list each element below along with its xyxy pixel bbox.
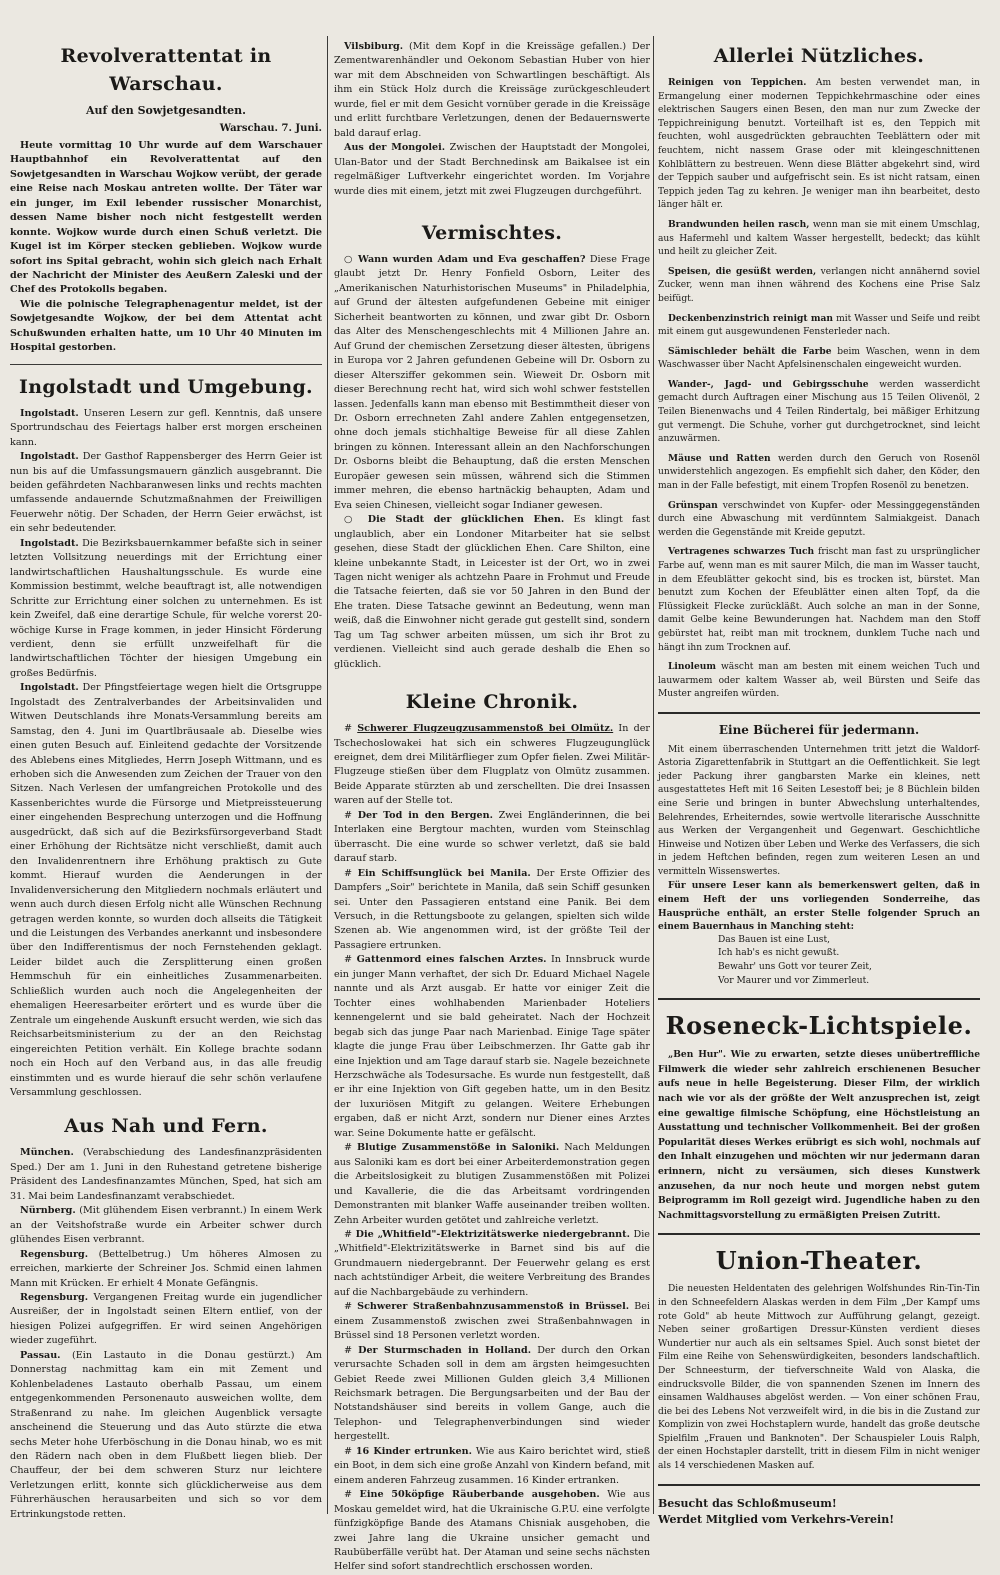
article-lead: Aus der Mongolei. (344, 142, 446, 154)
article-gluecklichen-ehen: ○ Die Stadt der glücklichen Ehen. Es klingt fast unglaublich, aber ein Londoner Mitarbeiter hat sie selbst gesehen, diese Stadt der glücklichen Ehen. Care Shilton, eine kleine unbekannte Stadt, in Leicester ist der Ort, wo in zwei Tagen nicht weniger als achtzehn Paare in Frohmut und Freude die Tatsache feierten, daß sie vor 50 Jahren in den Bund der Ehe traten. Diese Tatsache gewinnt an Bedeutung, wenn man weiß, daß die Einwohner nicht gerade gut gestellt sind, sondern Tag um Tag schwer arbeiten müssen, um sich ihr Brot zu verdienen. Vielleicht sind auch gerade deshalb die Ehen so glücklich. (334, 514, 651, 670)
chronik-7: # Schwerer Straßenbahnzusammenstoß in Brüssel. Bei einem Zusammenstoß zwischen zwei Straßenbahnwagen in Brüssel sind 18 Personen verletzt worden. (334, 1301, 650, 1342)
headline-vermischtes: Vermischtes. (421, 221, 563, 244)
article-warsaw-p2: Wie die polnische Telegraphenagentur meldet, ist der Sowjetgesandte Wojkow, der bei dem Attentat acht Schußwunden erhalten hatte, um 10 Uhr 40 Minuten im Hospital gestorben. (10, 298, 322, 354)
article-body: (Ein Lastauto in die Donau gestürzt.) Am Donnerstag nachmittag kam ein mit Zement und Kohlenbeladenes Lastauto oberhalb Passau, um einem entgegenkommenden Personenauto ausweichen wollte, dem Straßenrand zu nahe. Im gleichen Augenblick versagte anscheinend die Steuerung und das Auto stürzte die etwa sechs Meter hohe Uferböschung in die Donau hinab, wo es mit den Rädern nach oben in dem Flußbett liegen blieb. Der Chauffeur, der bei dem schweren Sturz nur leichtere Verletzungen erlitt, konnte sich glücklicherweise aus dem Führerhäuschen herausarbeiten und sich so vor dem Ertrinkungstode retten. (10, 1349, 322, 1520)
chronik-9: # 16 Kinder ertrunken. Wie aus Kairo berichtet wird, stieß ein Boot, in dem sich eine große Anzahl von Kindern befand, mit einem anderen Fahrzeug zusammen. 16 Kinder ertranken. (334, 1445, 650, 1486)
article-buecherei-p1: Mit einem überraschenden Unternehmen tritt jetzt die Waldorf-Astoria Zigarettenfabrik in Stuttgart an die Oeffentlichkeit. Sie legt jeder Packung ihrer gangbarsten Marke ein kleines, nett ausgestattetes Heft mit 16 Seiten Lesestoff bei; je 8 Büchlein bilden eine Serie und bringen in bunter Abwechslung unterhaltendes, Belehrendes, Erheiterndes, sowie wertvolle literarische Ausschnitte aus Werken der Vergangenheit und Gegenwart. Geschichtliche Hinweise und Notizen über Leben und Werke des Verfassers, die sich in jedem Heftchen befinden, regen zum weiteren Lesen an und vermitteln Wissenswertes. (658, 744, 980, 877)
tip-text: verschwindet von Kupfer- oder Messinggegenständen durch eine Abwaschung mit verdünntem Salmiakgeist. Danach werden die Gegenstände mit Kreide geputzt. (658, 500, 980, 538)
tip-lead: Linoleum (668, 661, 716, 673)
article-lead: 16 Kinder ertrunken. (355, 1445, 472, 1457)
article-body: Wie aus Moskau gemeldet wird, hat die Ukrainische G.P.U. eine verfolgte fünfzigköpfige Bande des Atamans Chisniak ausgehoben, die zwei Jahre lang die Ukraine unsicher gemacht und Raubüberfälle verübt hat. Der Ataman und seine sechs nächsten Helfer sind sofort standrechtlich erschossen worden. (334, 1489, 650, 1573)
tip-lead: Deckenbenzinstrich reinigt man (668, 312, 834, 324)
headline-kleine-chronik: Kleine Chronik. (405, 691, 579, 714)
article-lead: Blutige Zusammenstöße in Saloniki. (357, 1142, 560, 1154)
article-nah-2 (10, 1204, 322, 1247)
column-left (10, 40, 322, 1520)
tip-item (658, 545, 980, 655)
tip-lead: Brandwunden heilen rasch, (668, 218, 810, 230)
article-body: Diese Frage glaubt jetzt Dr. Henry Fonfield Osborn, Leiter des „Amerikanischen Naturhistorischen Museums" in Philadelphia, auf Grund der ältesten aufgefundenen Gebeine mit einiger Sicherheit beantworten zu können, und zwar gibt Dr. Osborn das Alter des Menschengeschlechts mit 4 Millionen Jahre an. Auf Grund der chemischen Zersetzung dieser ältesten, übrigens in Europa vor 2 Jahren gefundenen Gebeine will Dr. Osborn zu dieser Altersziffer gekommen sein. Wieweit Dr. Osborn mit dieser Berechnung recht hat, wird sich wohl schwer feststellen lassen. Jedenfalls kann man ebenso mit Bestimmtheit dieser von Dr. Osborn errechneten Zahl andere Zahlen entgegensetzen, ohne doch jemals stichhaltige Beweise für all diese Zahlen bringen zu können. Interessant allein an den Nachforschungen Dr. Osborns bleibt die Behauptung, daß die ersten Menschen Europäer gewesen sein müssen, während sich die Stimmen immer mehren, die ebenso hartnäckig behaupten, Adam und Eva seien Chinesen, vielleicht sogar Indianer gewesen. (334, 253, 651, 511)
article-body: Die Bezirksbauernkammer befaßte sich in seiner letzten Vollsitzung neuerdings mit der Errichtung einer landwirtschaftlichen Haushaltungsschule. Es wurde eine Kommission bestimmt, welche beauftragt ist, alle notwendigen Schritte zur Errichtung einer solchen zu unternehmen. Es ist kein Zweifel, daß eine derartige Schule, für welche vorerst 20-wöchige Kurse in Frage kommen, in jeder Hinsicht Förderung verdient, denn sie erfüllt unzweifelhaft für die landwirtschaftlichen Töchter der hiesigen Umgebung ein großes Bedürfnis. (10, 537, 322, 679)
chronik-1: # Schwerer Flugzeugzusammenstoß bei Olmütz. In der Tschechoslowakei hat sich ein schweres Flugzeugunglück ereignet, dem drei Militärflieger zum Opfer fielen. Zwei Militär-Flugzeuge stießen über dem Flugplatz von Olmütz zusammen. Beide Apparate stürzten ab und zerschellten. Die drei Insassen waren auf der Stelle tot. (334, 723, 650, 807)
article-body: (Bettelbetrug.) Um höheres Almosen zu erreichen, markierte der Schreiner Jos. Schmid einen lahmen Mann mit Krücken. Er erhielt 4 Monate Gefängnis. (10, 1248, 322, 1289)
tip-lead: Speisen, die gesüßt werden, (668, 265, 817, 277)
column-rule-1 (327, 36, 328, 1514)
headline-nuetzliches: Allerlei Nützliches. (713, 45, 925, 67)
article-lead: Regensburg. (20, 1248, 89, 1260)
article-body: (Mit dem Kopf in die Kreissäge gefallen.) Der Zementwarenhändler und Oekonom Sebastian Huber von hier war mit dem Abschneiden von Schwartlingen beschäftigt. Als ihm ein Stück Holz durch die Kreissäge zurückgeschleudert wurde, fiel er mit dem Gesicht vornüber gerade in die Kreissäge und erlitt furchtbare Verletzungen, denen der Bedauernswerte bald darauf erlag. (334, 41, 650, 139)
headline-roseneck: Roseneck-Lichtspiele. (665, 1011, 973, 1041)
column-rule-2 (653, 36, 654, 1514)
article-lead: Die Stadt der glücklichen Ehen. (367, 514, 565, 526)
article-lead: Schwerer Straßenbahnzusammenstoß in Brüssel. (357, 1301, 630, 1313)
tip-item (658, 345, 980, 373)
article-ingolstadt-3 (10, 537, 322, 682)
dateline-warsaw: Warschau. 7. Juni. (219, 123, 322, 135)
article-nah-3 (10, 1248, 322, 1291)
verse-line: Bewahr' uns Gott vor teurer Zeit, (718, 962, 872, 973)
article-lead: Nürnberg. (20, 1205, 76, 1217)
headline-ingolstadt: Ingolstadt und Umgebung. (19, 375, 313, 398)
verse-line: Das Bauen ist eine Lust, (718, 934, 831, 945)
article-body: Nach Meldungen aus Saloniki kam es dort bei einer Arbeiterdemonstration gegen die Arbeitslosigkeit zu blutigen Zusammenstößen mit Polizei und Kavallerie, die die das Arbeitsamt vordringenden Demonstranten mit blanker Waffe auseinander treiben wollten. Zehn Arbeiter wurden getötet und zahlreiche verletzt. (334, 1142, 650, 1226)
article-roseneck (658, 1048, 980, 1223)
article-lead: Der Tod in den Bergen. (357, 809, 493, 821)
article-lead: Passau. (20, 1349, 61, 1361)
article-ingolstadt-4 (10, 681, 322, 1100)
tip-text: beim Waschen, wenn in dem Waschwasser über Nacht Apfelsinenschalen eingeweicht wurden. (658, 346, 980, 371)
headline-warsaw: Revolverattentat in Warschau. (60, 45, 272, 95)
subheadline-warsaw: Auf den Sowjetgesandten. (85, 104, 247, 117)
article-lead: Vilsbiburg. (344, 41, 404, 52)
article-body: (Verabschiedung des Landesfinanzpräsidenten Sped.) Der am 1. Juni in den Ruhestand getretene bisherige Präsident des Landesfinanzamtes München, Sped, hat sich am 31. Mai beim Landesfinanzamt verabschiedet. (10, 1147, 322, 1202)
chronik-4: # Gattenmord eines falschen Arztes. In Innsbruck wurde ein junger Mann verhaftet, der sich Dr. Eduard Michael Nagele nannte und als Arzt ausgab. Er hatte vor einiger Zeit die Tochter eines wohlhabenden Marienbader Hoteliers kennengelernt und sie bald geheiratet. Nach der Hochzeit begab sich das junge Paar nach Marienbad. Einige Tage später klagte die junge Frau über Leibschmerzen. Ihr Gatte gab ihr eine Injektion und am Tage darauf starb sie. Nagele bezeichnete Herzschwäche als Todesursache. Es wurde nun festgestellt, daß er ihr eine Injektion von Gift gegeben hatte, um in den Besitz der luxuriösen Mitgift zu gelangen. Weitere Erhebungen ergaben, daß er nicht Arzt, sondern nur Diener eines Arztes war. Seine Dokumente hatte er gefälscht. (334, 954, 650, 1139)
tip-item (658, 218, 980, 260)
article-body: (Mit glühendem Eisen verbrannt.) In einem Werk an der Veitshofstraße wurde ein Arbeiter schwer durch glühendes Eisen verbrannt. (10, 1205, 322, 1246)
article-lead: Ingolstadt. (20, 537, 79, 549)
article-body: Die „Whitfield"-Elektrizitätswerke in Barnet sind bis auf die Grundmauern niedergebrannt. Der Feuerwehr gelang es erst nach achtstündiger Arbeit, die weitere Verbreitung des Brandes auf die Nachbargebäude zu verhindern. (334, 1228, 650, 1298)
footer-verkehrsverein: Werdet Mitglied vom Verkehrs-Verein! (658, 1512, 895, 1526)
article-body: Wie aus Kairo berichtet wird, stieß ein Boot, in dem sich eine große Anzahl von Kindern befand, mit einem anderen Fahrzeug zusammen. 16 Kinder ertranken. (334, 1445, 650, 1486)
tip-text: wäscht man am besten mit einem weichen Tuch und lauwarmem oder kaltem Wasser ab, weil Bürsten und Seife das Muster angreifen würden. (658, 662, 980, 700)
article-lead: Ein Schiffsunglück bei Manila. (357, 867, 531, 879)
chronik-6: # Die „Whitfield"-Elektrizitätswerke niedergebrannt. Die „Whitfield"-Elektrizitätswerke in Barnet sind bis auf die Grundmauern niedergebrannt. Der Feuerwehr gelang es erst nach achtstündiger Arbeit, die weitere Verbreitung des Brandes auf die Nachbargebäude zu verhindern. (334, 1228, 650, 1298)
article-lead: München. (20, 1147, 74, 1159)
tip-text: werden wasserdicht gemacht durch Auftragen einer Mischung aus 15 Teilen Olivenöl, 2 Teilen Bienenwachs und 4 Teilen Rindertalg, bei mäßiger Erhitzung gut vermengt. Die Schuhe, vorher gut durchgetrocknet, sind leicht anzuwärmen. (658, 379, 980, 445)
tip-lead: Wander-, Jagd- und Gebirgsschuhe (668, 378, 869, 390)
tip-text: Am besten verwendet man, in Ermangelung einer modernen Teppichkehrmaschine oder eines elektrischen Saugers einen Besen, den man nur zum Zwecke der Teppichreinigung benutzt. Vorteilhaft ist es, den Teppich mit feuchten, wohl ausgedrückten gebrauchten Teeblättern oder mit feuchtem, nicht nassem Grase oder mit kleingeschnittenen Kohlblättern zu bestreuen. Wenn diese Blätter abgekehrt sind, wird der Teppich sauber und aufgefrischt sein. Es ist nicht ratsam, einen Teppich jeden Tag zu kehren. Je weniger man ihn bearbeitet, desto länger hält er. (658, 78, 980, 211)
article-nah-4 (10, 1291, 322, 1349)
tip-lead: Mäuse und Ratten (668, 452, 771, 464)
article-lead: Der Sturmschaden in Holland. (358, 1344, 532, 1356)
article-body: Der Gasthof Rappensberger des Herrn Geier ist nun bis auf die Umfassungsmauern gänzlich ausgebrannt. Die beiden gefährdeten Nachbaranwesen links und rechts machten umfassende andauernde Schutzmaßnahmen der Freiwilligen Feuerwehr nötig. Der Schaden, der Herrn Geier erwächst, ist ein sehr bedeutender. (10, 451, 322, 535)
tip-item (658, 499, 980, 541)
column-right (658, 40, 981, 1526)
tip-item (658, 660, 980, 702)
headline-buecherei: Eine Bücherei für jedermann. (718, 722, 920, 737)
article-adam-eva: ○ Wann wurden Adam und Eva geschaffen? Diese Frage glaubt jetzt Dr. Henry Fonfield Osborn, Leiter des „Amerikanischen Naturhistorischen Museums" in Philadelphia, auf Grund der ältesten aufgefundenen Gebeine mit einiger Sicherheit beantworten zu können, und zwar gibt Dr. Osborn das Alter des Menschengeschlechts mit 4 Millionen Jahre an. Auf Grund der chemischen Zersetzung dieser ältesten, übrigens in Europa vor 2 Jahren gefundenen Gebeine will Dr. Osborn zu dieser Altersziffer gekommen sein. Wieweit Dr. Osborn mit dieser Berechnung recht hat, wird sich wohl schwer feststellen lassen. Jedenfalls kann man ebenso mit Bestimmtheit dieser von Dr. Osborn errechneten Zahl andere Zahlen entgegensetzen, ohne doch jemals stichhaltige Beweise für all diese Zahlen bringen zu können. Interessant allein an den Nachforschungen Dr. Osborns bleibt die Behauptung, daß die ersten Menschen Europäer gewesen sein müssen, während sich die Stimmen immer mehren, die ebenso hartnäckig behaupten, Adam und Eva seien Chinesen, vielleicht sogar Indianer gewesen. (334, 253, 651, 511)
divider (658, 712, 980, 714)
article-lead: Wann wurden Adam und Eva geschaffen? (358, 253, 586, 265)
article-body: Unseren Lesern zur gefl. Kenntnis, daß unsere Sportrundschau des Feiertags halber erst morgen erscheinen kann. (10, 407, 322, 448)
tip-text: wenn man sie mit einem Umschlag, aus Hafermehl und kaltem Wasser hergestellt, bedeckt; das kühlt und heilt zu gleicher Zeit. (658, 219, 980, 258)
article-nah-5 (10, 1349, 322, 1522)
article-body: Wie zu erwarten, setzte dieses unübertreffliche Filmwerk die wieder sehr zahlreich erschienenen Besucher aufs neue in helle Begeisterung. Dieser Film, der wirklich nach wie vor als der größte der Welt anzusprechen ist, zeigt eine gewaltige filmische Schöpfung, eine Höchstleistung an Ausstattung und technischer Vollkommenheit. Bei der großen Popularität dieses Werkes erübrigt es sich wohl, nochmals auf den Inhalt einzugehen und möchten wir nur jedermann daran erinnern, nicht zu versäumen, sich dieses Kunstwerk anzusehen, da nur noch heute und morgen nebst gutem Beiprogramm im Roll gezeigt wird. Jugendliche haben zu den Nachmittagsvorstellung zu ermäßigten Preisen Zutritt. (658, 1049, 980, 1221)
tip-item (658, 452, 980, 494)
divider (658, 1484, 980, 1486)
article-body: Der Pfingstfeiertage wegen hielt die Ortsgruppe Ingolstadt des Zentralverbandes der Arbeitsinvaliden und Witwen Deutschlands ihre Monats-Versammlung bereits am Samstag, den 4. Juni im Quartlbräusaale ab. Dieselbe wies einen guten Besuch auf. Einleitend gedachte der Vorsitzende des Ablebens eines Mitgliedes, Herrn Joseph Wittmann, und es erhoben sich die Anwesenden zum Zeichen der Trauer von den Sitzen. Nach Verlesen der umfangreichen Protokolle und des Kassenberichtes wurde die Fürsorge und Mietpreissteuerung einer eingehenden Besprechung unterzogen und die Hoffnung ausgedrückt, daß sich auf die Bezirksfürsorgeverband Stadt einer Erhöhung der Richtsätze nicht verschließt, damit auch den Invalidenrentnern ihre Erhöhung praktisch zu Gute kommt. Hierauf wurden die Aenderungen in der Invalidenversicherung den Mitgliedern nochmals erläutert und wenn auch durch diesen Erfolg nicht alle Wünschen Rechnung getragen werden konnte, so wurden doch allseits die Tätigkeit und die Leistungen des Verbandes anerkannt und insbesondere über den Indifferentismus der noch Fernstehenden geklagt. Leider bildet auch die Zersplitterung einen großen Hemmschuh für ein einheitliches Zusammenarbeiten. Schließlich wurden auch noch die Angelegenheiten der ehemaligen Heeresarbeiter erörtert und es wurde über die Zentrale um eingehende Auskunft ersucht werden, wie sich das Reichsarbeitsministerium zu der an den Reichstag eingereichten Petition verhält. Ein Kollege brachte sodann noch ein Hoch auf den Verband aus, in das alle freudig einstimmten und es wurde hierauf die sehr schön verlaufene Versammlung geschlossen. (10, 682, 322, 1098)
article-lead: „Ben Hur". (668, 1049, 727, 1061)
article-lead: Ingolstadt. (20, 682, 79, 694)
divider (658, 1233, 980, 1235)
tip-item (658, 265, 980, 307)
article-ingolstadt-2 (10, 450, 322, 537)
article-body: In der Tschechoslowakei hat sich ein schweres Flugzeugunglück ereignet, dem drei Militärflieger zum Opfer fielen. Zwei Militär-Flugzeuge stießen über dem Flugplatz von Olmütz zusammen. Beide Apparate stürzten ab und zerschellten. Die drei Insassen waren auf der Stelle tot. (334, 723, 650, 807)
article-lead: Regensburg. (20, 1291, 89, 1303)
tips-list (658, 76, 980, 702)
tip-item (658, 378, 980, 447)
article-lead: Eine 50köpfige Räuberbande ausgehoben. (359, 1489, 600, 1501)
chronik-2: # Der Tod in den Bergen. Zwei Engländerinnen, die bei Interlaken eine Bergtour machten, wurden vom Steinschlag überrascht. Die eine wurde so schwer verletzt, daß sie bald darauf starb. (334, 809, 650, 865)
tip-item (658, 312, 980, 340)
article-lead: Die „Whitfield"-Elektrizitätswerke niedergebrannt. (355, 1228, 630, 1240)
tip-text: verlangen nicht annähernd soviel Zucker, wenn man ihnen während des Kochens eine Prise Salz beifügt. (658, 266, 980, 304)
tip-text: mit Wasser und Seife und reibt mit einem gut ausgewundenen Fensterleder nach. (658, 313, 980, 338)
article-lead: Gattenmord eines falschen Arztes. (356, 954, 547, 966)
divider (10, 364, 322, 365)
article-union: Die neuesten Heldentaten des gelehrigen Wolfshundes Rin-Tin-Tin in den Schneefeldern Alaskas werden in dem Film „Der Kampf ums rote Gold" ab heute Mittwoch zur Aufführung gelangt, gezeigt. Neben seiner großartigen Dressur-Künsten verdient dieses Wundertier nur auch als ein seltsames Spiel. Auch sonst bietet der Film eine Reihe von Sehenswürdigkeiten, besonders landschaftlich. Der Schneesturm, der tiefverschneite Wald von Alaska, die eindrucksvolle Bilder, die von spannenden Szenen im Innern des einsamen Waldhauses abgelöst werden. — Von einer schönen Frau, die bei des Lebens Not verzweifelt wird, in die bis in die Zustand zur Komplizin von zwei Hochstaplern wurde, handelt das große deutsche Spielfilm „Frauen und Banknoten". Der Schauspieler Louis Ralph, der einen Hochstapler darstellt, tritt in diesem Film in nicht weniger als 14 verschiedenen Masken auf. (658, 1284, 980, 1472)
article-mongolei (334, 141, 650, 199)
tip-lead: Vertragenes schwarzes Tuch (668, 546, 815, 558)
tip-lead: Sämischleder behält die Farbe (668, 345, 832, 357)
article-lead: Ingolstadt. (20, 451, 79, 463)
tip-text: werden durch den Geruch von Rosenöl unwiderstehlich angezogen. Es empfiehlt sich daher, den Köder, den man in der Falle befestigt, mit einem Tropfen Rosenöl zu benetzen. (658, 453, 980, 492)
article-warsaw-p1: Heute vormittag 10 Uhr wurde auf dem Warschauer Hauptbahnhof ein Revolverattentat auf den Sowjetgesandten in Warschau Wojkow verübt, der gerade eine Reise nach Moskau antreten wollte. Der Täter war ein junger, im Exil lebender russischer Monarchist, dessen Name bisher noch nicht festgestellt werden konnte. Wojkow wurde durch einen Schuß verletzt. Die Kugel ist im Körper stecken geblieben. Wojkow wurde sofort ins Spital gebracht, wohin sich gleich nach Erhalt der Nachricht der Minister des Aeußern Zaleski und der Chef des Protokolls begaben. (10, 139, 322, 296)
column-middle (334, 40, 651, 1573)
tip-lead: Reinigen von Teppichen. (668, 77, 807, 88)
chronik-5: # Blutige Zusammenstöße in Saloniki. Nach Meldungen aus Saloniki kam es dort bei einer Arbeiterdemonstration gegen die Arbeitslosigkeit zu blutigen Zusammenstößen mit Polizei und Kavallerie, die die das Arbeitsamt vordringenden Demonstranten mit blanker Waffe auseinander treiben wollten. Zehn Arbeiter wurden getötet und zahlreiche verletzt. (334, 1142, 650, 1226)
article-body: Zwei Engländerinnen, die bei Interlaken eine Bergtour machten, wurden vom Steinschlag überrascht. Die eine wurde so schwer verletzt, daß sie bald darauf starb. (334, 809, 650, 865)
article-lead: Schwerer Flugzeugzusammenstoß bei Olmütz. (357, 723, 614, 735)
article-lead: Ingolstadt. (20, 407, 79, 419)
verse-line: Vor Maurer und vor Zimmerleut. (718, 975, 870, 986)
article-body: Zwischen der Hauptstadt der Mongolei, Ulan-Bator und der Stadt Berchnedinsk am Baikalsee ist ein regelmäßiger Luftverkehr eingerichtet worden. Im Vorjahre wurde dies mit einem, jetzt mit zwei Flugzeugen durchgeführt. (334, 142, 650, 197)
article-nah-1 (10, 1146, 322, 1204)
article-body: In Innsbruck wurde ein junger Mann verhaftet, der sich Dr. Eduard Michael Nagele nannte und als Arzt ausgab. Er hatte vor einiger Zeit die Tochter eines wohlhabenden Marienbader Hoteliers kennengelernt und sie bald geheiratet. Nach der Hochzeit begab sich das junge Paar nach Marienbad. Einige Tage später klagte die junge Frau über Leibschmerzen. Ihr Gatte gab ihr eine Injektion und am Tage darauf starb sie. Nagele bezeichnete Herzschwäche als Todesursache. Es wurde nun festgestellt, daß er ihr eine Injektion von Gift gegeben hatte, um in den Besitz der luxuriösen Mitgift zu gelangen. Weitere Erhebungen ergaben, daß er nicht Arzt, sondern nur Diener eines Arztes war. Seine Dokumente hatte er gefälscht. (334, 954, 650, 1139)
headline-union: Union-Theater. (715, 1246, 923, 1276)
tip-text: frischt man fast zu ursprünglicher Farbe auf, wenn man es mit saurer Milch, die man im Wasser taucht, in dem Efeublätter gekocht sind, bis es trocken ist, bürstet. Man benutzt zum Kochen der Efeublätter einen alten Topf, da die Flüssigkeit Flecke zurückläßt. Auch solche an man in der Sonne, damit Gelbe keine Bewunderungen hat. Nachdem man den Stoff gebürstet hat, reibt man mit trocknem, dunklem Tuche nach und hängt ihn zum Trocknen auf. (658, 547, 981, 653)
chronik-10: # Eine 50köpfige Räuberbande ausgehoben. Wie aus Moskau gemeldet wird, hat die Ukrainische G.P.U. eine verfolgte fünfzigköpfige Bande des Atamans Chisniak ausgehoben, die zwei Jahre lang die Ukraine unsicher gemacht und Raubüberfälle verübt hat. Der Ataman und seine sechs nächsten Helfer sind sofort standrechtlich erschossen worden. (334, 1489, 650, 1573)
article-buecherei-p2: Für unsere Leser kann als bemerkenswert gelten, daß in einem Heft der uns vorliegenden Sonderreihe, das Hausprüche enthält, an erster Stelle folgender Spruch an einem Bauernhaus in Manching steht: (658, 880, 980, 933)
article-body: Der durch den Orkan verursachte Schaden soll in dem am ärgsten heimgesuchten Gebiet Reede zwei Millionen Gulden gleich 3,4 Millionen Reichsmark betragen. Die Bergungsarbeiten und der Bau der Notstandshäuser sind bereits in vollem Gange, auch die Telephon- und Telegraphenverbindungen sind wieder hergestellt. (334, 1344, 650, 1443)
article-body: Vergangenen Freitag wurde ein jugendlicher Ausreißer, der in Ingolstadt seinen Eltern entlief, von der hiesigen Polizei aufgegriffen. Er wird seinen Angehörigen wieder zugeführt. (10, 1291, 322, 1347)
article-ingolstadt-1 (10, 407, 322, 450)
chronik-3: # Ein Schiffsunglück bei Manila. Der Erste Offizier des Dampfers „Soir" berichtete in Manila, daß sein Schiff gesunken sei. Unter den Passagieren entstand eine Panik. Bei dem Versuch, in die Rettungsboote zu gelangen, spielten sich wilde Szenen ab. Wie angenommen wird, ist der größte Teil der Passagiere ertrunken. (334, 867, 651, 951)
chronik-8: # Der Sturmschaden in Holland. Der durch den Orkan verursachte Schaden soll in dem am ärgsten heimgesuchten Gebiet Reede zwei Millionen Gulden gleich 3,4 Millionen Reichsmark betragen. Die Bergungsarbeiten und der Bau der Notstandshäuser sind bereits in vollem Gange, auch die Telephon- und Telegraphenverbindungen sind wieder hergestellt. (334, 1344, 650, 1443)
article-body: Der Erste Offizier des Dampfers „Soir" berichtete in Manila, daß sein Schiff gesunken sei. Unter den Passagieren entstand eine Panik. Bei dem Versuch, in die Rettungsboote zu gelangen, spielten sich wilde Szenen ab. Wie angenommen wird, ist der größte Teil der Passagiere ertrunken. (334, 867, 651, 951)
article-vilsbiburg (334, 40, 650, 141)
tip-item (658, 76, 980, 213)
divider (658, 998, 980, 1000)
article-body: Bei einem Zusammenstoß zwischen zwei Straßenbahnwagen in Brüssel sind 18 Personen verletzt worden. (334, 1301, 650, 1342)
verse-line: Ich hab's es nicht gewußt. (718, 948, 840, 959)
article-body: Es klingt fast unglaublich, aber ein Londoner Mitarbeiter hat sie selbst gesehen, diese Stadt der glücklichen Ehen. Care Shilton, eine kleine unbekannte Stadt, in Leicester ist der Ort, wo in zwei Tagen nicht weniger als achtzehn Paare in Frohmut und Freude die Tatsache feierten, daß sie vor 50 Jahren in den Bund der Ehe traten. Diese Tatsache gewinnt an Bedeutung, wenn man weiß, daß die Einwohner nicht gerade gut gestellt sind, sondern Tag um Tag schwer arbeiten müssen, um sich ihr Brot zu verdienen. Vielleicht sind auch gerade deshalb die Ehen so glücklich. (334, 514, 651, 670)
tip-lead: Grünspan (668, 499, 718, 511)
headline-nah-fern: Aus Nah und Fern. (64, 1115, 268, 1138)
footer-museum: Besucht das Schloßmuseum! (658, 1496, 837, 1510)
